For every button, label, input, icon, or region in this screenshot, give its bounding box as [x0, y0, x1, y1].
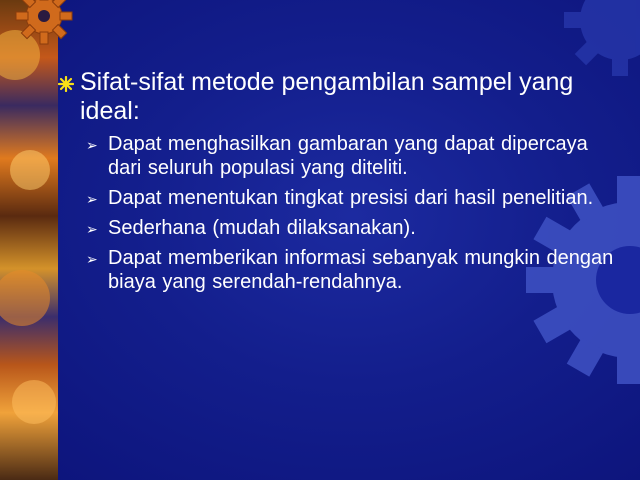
sub-bullet-item — [84, 246, 618, 294]
decorative-image-strip — [0, 0, 58, 480]
sub-bullet-text: Dapat menghasilkan gambaran yang dapat dipercaya dari seluruh populasi yang diteliti. — [108, 133, 588, 179]
starburst-bullet-icon — [58, 76, 74, 92]
arrow-bullet-icon: ➢ — [86, 221, 98, 237]
sub-bullet-text: Sederhana (mudah dilaksanakan). — [108, 217, 416, 239]
sub-bullet-item — [84, 216, 618, 240]
sub-bullet-item — [84, 132, 618, 180]
sub-bullet-list — [84, 132, 618, 294]
arrow-bullet-icon: ➢ — [86, 137, 98, 153]
sub-bullet-item — [84, 186, 618, 210]
main-bullet-text: Sifat-sifat metode pengambilan sampel yang ideal: — [80, 68, 574, 125]
top-left-gear-icon — [14, 0, 74, 46]
slide-content — [58, 68, 618, 300]
arrow-bullet-icon: ➢ — [86, 251, 98, 267]
main-bullet-point — [58, 68, 618, 126]
sub-bullet-text: Dapat menentukan tingkat presisi dari hasil penelitian. — [108, 187, 594, 209]
sub-bullet-text: Dapat memberikan informasi sebanyak mungkin dengan biaya yang serendah-rendahnya. — [108, 247, 614, 293]
arrow-bullet-icon: ➢ — [86, 191, 98, 207]
